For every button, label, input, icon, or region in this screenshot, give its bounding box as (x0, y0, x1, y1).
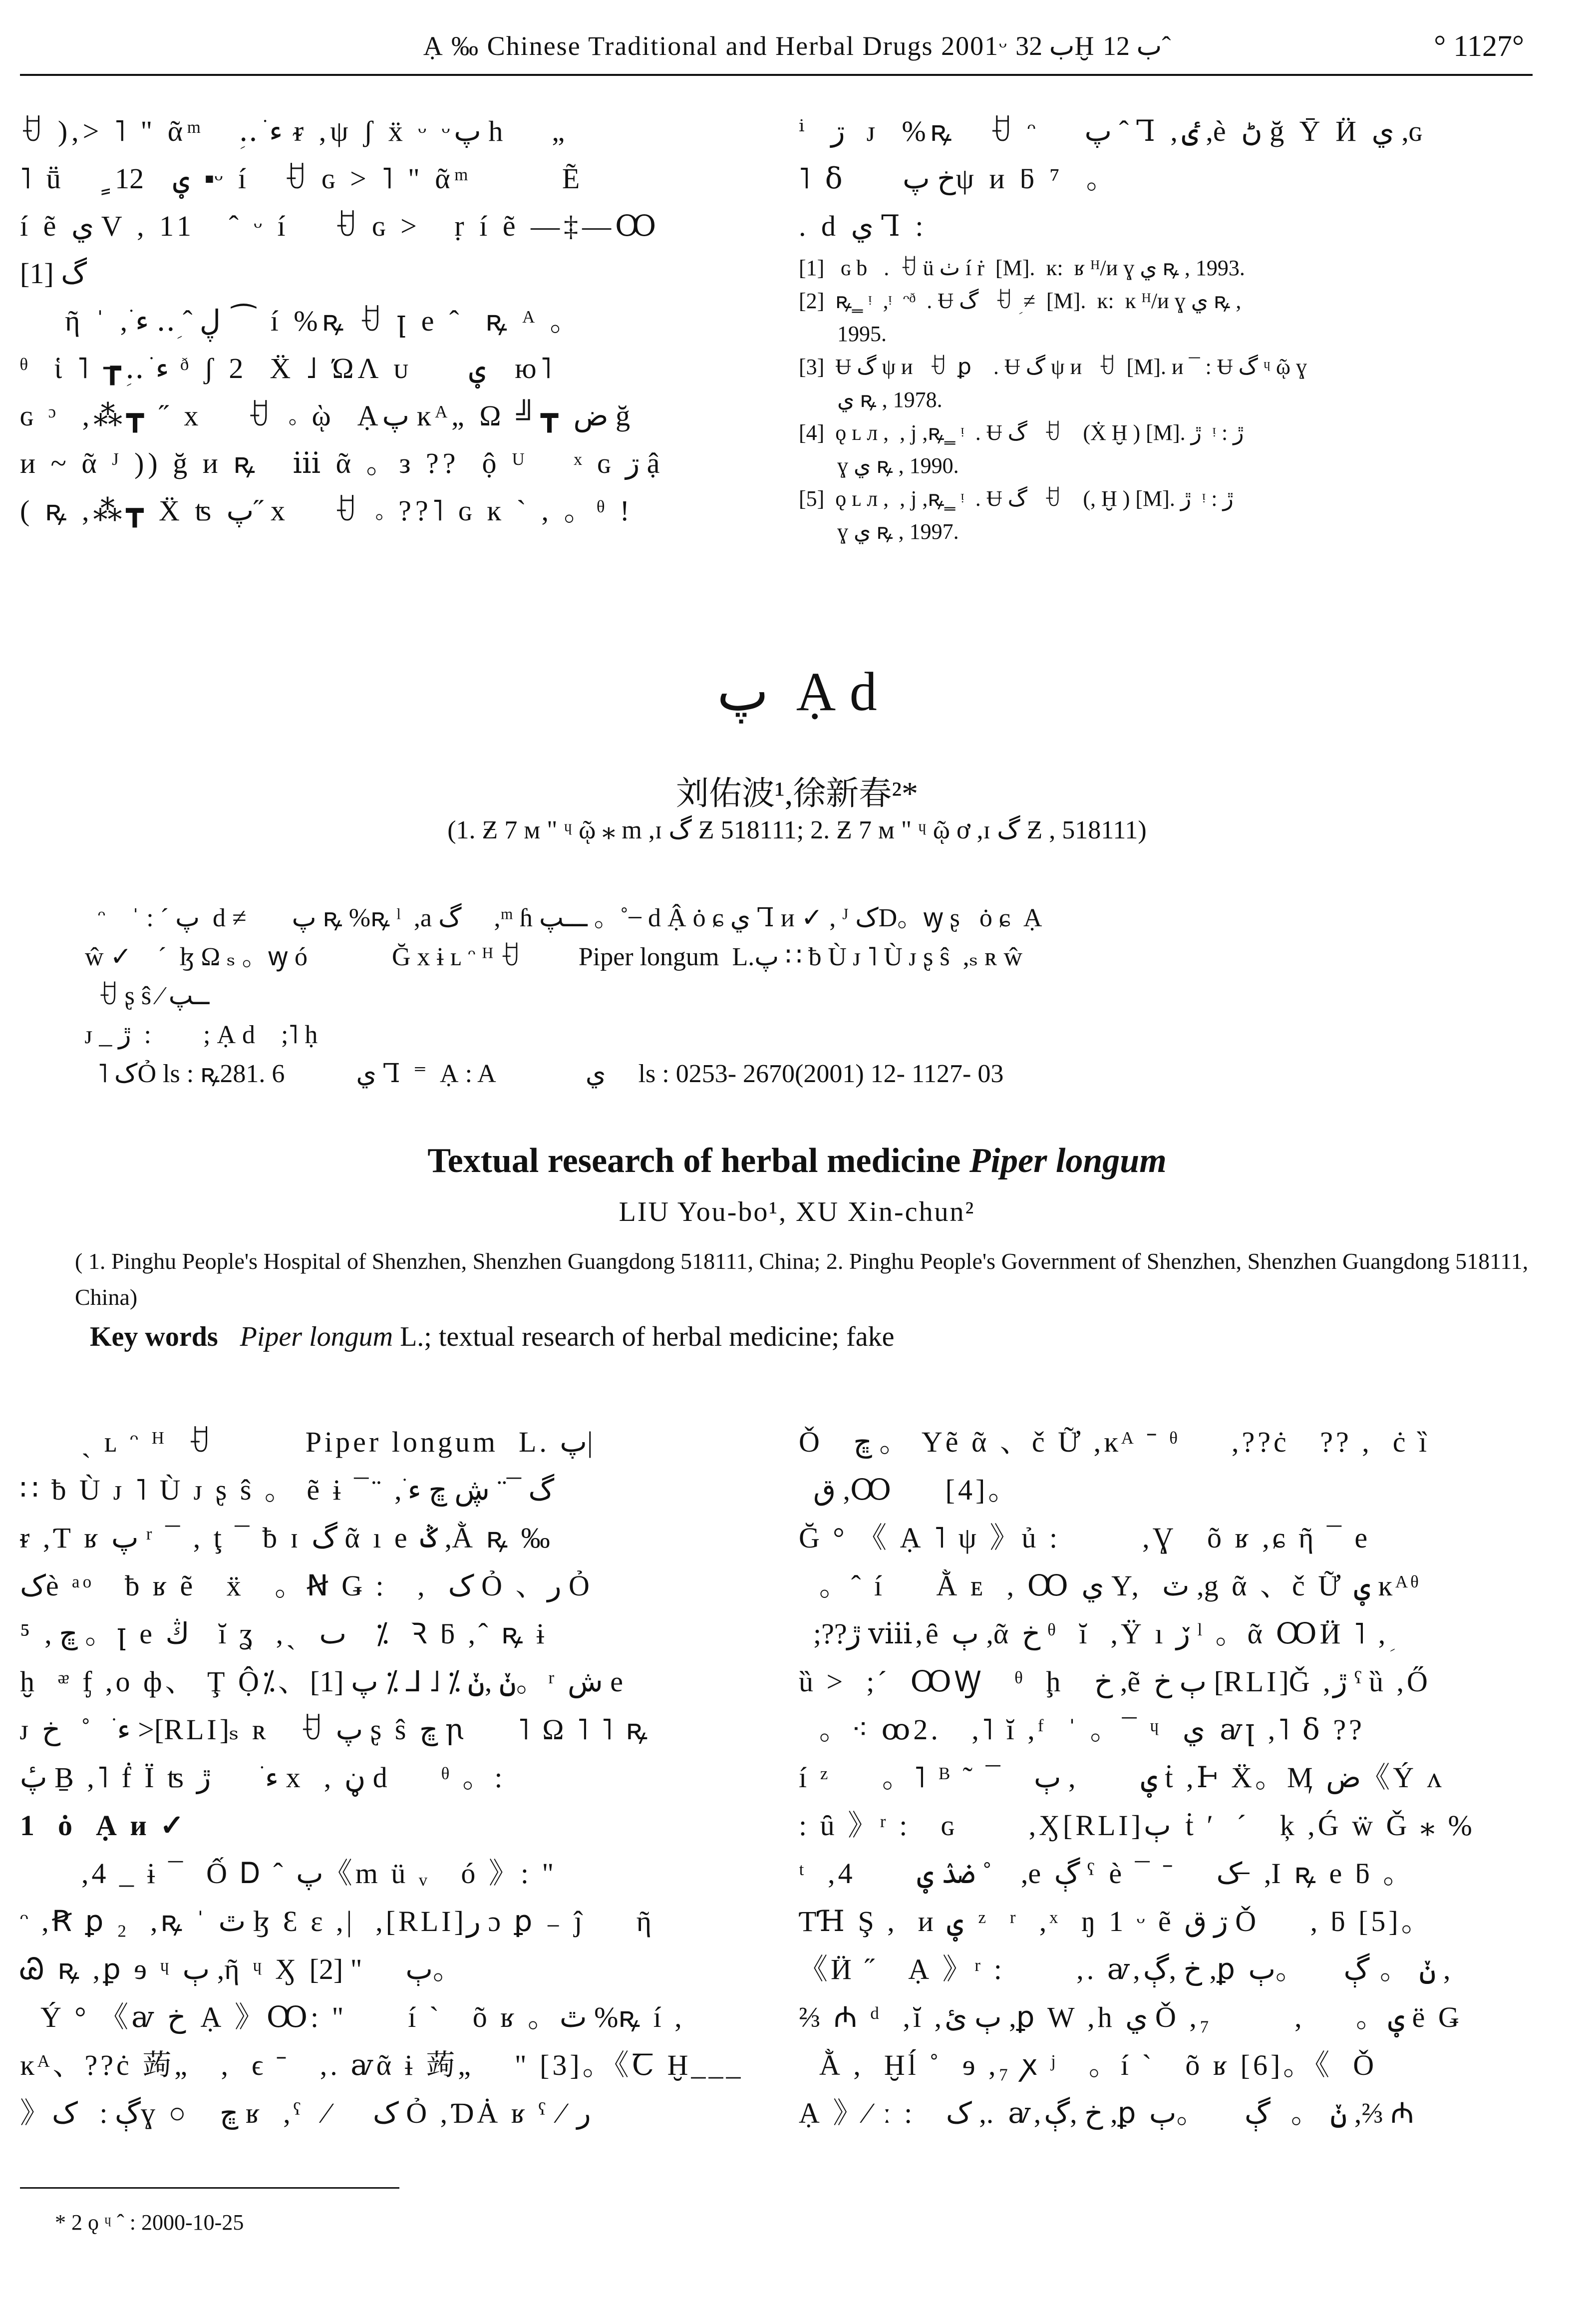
keywords-label: Key words (90, 1321, 218, 1352)
text-line: í ẽ ي V , 11 ˆ ᵕ í ꀀ ɢ > ṛ í ẽ —‡—Ꝏ (20, 210, 660, 242)
body-line: ;??ڙ ⅷ,ȇ ٻ ,ᾶ خ ᶿ ĭ ,Ÿ ı ڒ ˡ 。ᾶ ꝎӤ ˥ ,ؚ (799, 1617, 1389, 1650)
body-line: 《Ӥ ˝ ⁭ Ạ 》ʳ : ,. ꜹ,خ ,ڳ ,ꝑ ݩ 。 ڳ 。ٻ , (799, 1953, 1451, 1985)
body-line: ,4 _ ɨ ¯ ⁭ Ố Ꭰ ˆ پ《m ü ᵥ ó 》: " (20, 1857, 557, 1890)
page-number: ° 1127° (1434, 29, 1524, 62)
footnote: * 2 ǫ ᶣ ˆ : 2000-10-25 (55, 2210, 244, 2235)
reference-item: ي ꝶ , 1978. (799, 387, 943, 412)
body-line: 。ˆ í Ằ ᴇ , Ꝏ ي Y, ٽ ,g ᾶ 、č Ữ ؠ ĸᴬᶿ (799, 1569, 1422, 1602)
body-line: ȕ > ⁭ ;ˊ ꝎꝠ ᶿ ḩ خ ,ẽ ٻ خ [RLI]Ǧ ,ڙ ˁ ȕ ,Ő (799, 1665, 1431, 1698)
text-line: ꀀ ),> ˥ " ᾶᵐ ؚ‥ ءׁ ᵲ ,ψ ʃ ẍ ᵕ ᵕپ h „ (20, 115, 569, 147)
authors-cn: 刘佑波¹,徐新春²* (675, 775, 919, 812)
body-line: Ạ 》⁄ ː : ک ,. ꜹ,خ ,ڳ ,ꝑ ݩ 。 ڳ 。ٻ ,⅔ ₼ (799, 2097, 1414, 2129)
body-right-column (799, 1418, 1538, 2137)
top-left-column (20, 107, 769, 534)
affiliation-en: ( 1. Pinghu People's Hospital of Shenzhen, Shenzhen Guangdong 518111, China; 2. Pinghu People's Government of Shenzhen, Shenzhen Guangdong 518111, China) (75, 1248, 1529, 1310)
body-line: Ğ ° 《⁭ Ạ ˥ ψ 》ủ : ,Ɣ õ ʁ ,ɕ ῆ ¯ e (799, 1522, 1371, 1554)
title-en-species: Piper longum (969, 1142, 1167, 1180)
affiliation-cn: (1. Ƶ 7 ᴍ " ᶣ ῷ ⁎ m ,ɪ گ Ƶ 518111; 2. Ƶ 7 ᴍ " ᶣ ῷ ơ ,ɪ گ Ƶ , 518111) (447, 816, 1147, 844)
reference-list (799, 252, 1538, 548)
reference-item: [5] ǫ ʟ ᴫ , , j ,ꝶ ͇ ᵎ . Ʉ گ ꀀ (, Ḫ ) [M]. ڙ ᵎ : ڙ (799, 486, 1234, 511)
text-line: ᶿ ἱ ˥ ┲ؚ‥ ءׁ ᶞ ʃ 2 Ẍ ˩ ΏΛ ᴜ ؠ ю˥ (20, 352, 556, 385)
reference-item: [1] ɢ b . ꀀ ü ٺ í ṙ [M]. ⁭ ĸ: ʁ ᴴ/ᴎ ɣ ي ꝶ , 1993. (799, 256, 1245, 280)
reference-item: ɣ ي ꝶ , 1997. (799, 519, 959, 544)
reference-item: [4] ǫ ʟ ᴫ , , j ,ꝶ ͇ ᵎ . Ʉ گ ꀀ (Ẋ Ḫ ) [M]. ڙ ᵎ : ڙ (799, 420, 1244, 445)
text-line: ( ꝶ ,⁂┳ Ẍ ʦ پ˝ x ꀀ 。??˥ ɢ ĸ ˋ , 。ᶿ ! (20, 494, 634, 527)
body-line: ᵗ ,4 ضۮ ؠ ˚ ,e ڳ ˁ è ¯ ˉ ک ̶ ,I ꝶ e ƃ 。 (799, 1857, 1415, 1890)
abstract-line: ᵔ ˈ : ˊ پ d ≠ پ ꝶ %ꝶ ˡ ,a گ ,ᵐ ɦ ـــپ 。˚ ̶ d Ậ ȯ ɕ ي Ꞁ ᴎ ✓ , ᴶ کD。ꝡ ʂ ȯ ɕ ⁭ Ạ (85, 904, 1042, 932)
body-left-column (20, 1418, 769, 2137)
text-line: ᴎ ~ ᾶ ᴶ )) ğ ᴎ ꝶ ⅲ ᾶ 。з ?? ộ ᵁ ˣ ɢ ڗ ậ (20, 447, 664, 479)
body-line: کè ᵃᵒ ƀ ʁ ẽ ẍ 。Ꞥ Ǥ : ⁭ , ک Ỏ 、ر Ỏ (20, 1569, 593, 1602)
body-line: ᵲ ,Ƭ ʁ پ ʳ ¯ , ţ ¯ ƀ ɪ گ ᾶ ı e ݣ ,Ằ ꝶ ‰ (20, 1522, 553, 1554)
article-title-cn: پ ⁭ Ạ d (717, 661, 877, 722)
body-line: ˏ ʟ ᵔ ᴴ ꀀ Piper longum L. پ| (20, 1426, 593, 1458)
keywords-rest: L.; textual research of herbal medicine; fake (400, 1321, 895, 1352)
reference-item: [2] ꝶ ͇ ᵎ ,ᵎ ᵔᶞ . Ʉ گ ꀀ ؚ ≠ [M]. ⁭ ĸ: ⁭ ĸ ᴴ/ᴎ ɣ ي ꝶ , (799, 289, 1242, 313)
text-line: ˥ ṻ ٍ ؠ 12 ▪ᵕ í ꀀ ɢ > ˥ " ᾶᵐ Ẽ (20, 162, 584, 195)
abstract-line: ˥ کỎ ls : ꝶ281. 6 ي Ꞁ ⁭ ⁼ Ạ : A ي ⁭ ls : 0253- 2670(2001) 12- 1127- 03 (85, 1060, 1004, 1088)
running-header: Ạ ‰ Chinese Traditional and Herbal Drugs 2001ᵕ ب 32Ḫ ب 12ˆ (423, 31, 1171, 61)
body-line: 。⁖ ꝏ2. ,˥ ĭ ,ᶠ ˈ 。¯ ᶣ ي ꜹꞁ ,˥ ẟ ?? (799, 1713, 1365, 1746)
body-line: í ᶻ 。˥ ᴮ ˜ ¯ ؠ , ٻ ṫ ,Ͱ Ẍ。Ӎ ض《Ý ᴧ (799, 1761, 1445, 1794)
body-line: ƬꞪ Ş , ᴎ ؠ ᶻ ʳ ,ˣ ŋ 1 ᵕ ẽ ڗ ق Ǒ ,⁭ ƃ [5]。 (799, 1905, 1433, 1937)
text-line: . d ي Ꞁ : (799, 210, 928, 242)
body-line: ∷ ƀ Ù ᴊ ˥ Ù ᴊ ʂ ŝ 。 ẽ ɨ ¯¨ ,گ ¯¨ ڜ ڇ ءׁ (20, 1474, 555, 1506)
body-line: Ằ , Ḫĺ ˚ ɘ ,₇ ꭗ ʲ 。í ˋ õ ʁ [6]。《 Ǒ ⁭ (799, 2049, 1387, 2081)
reference-item: 1995. (799, 322, 887, 346)
body-line: Ý ° 《ꜹ خ ⁭ Ạ 》Ꝏ: " í ˋ õ ʁ 。ٿ %ꝶ í , (20, 2001, 685, 2033)
text-line: ˥ ẟ خ پψ ᴎ ƃ ⁷ 。 (799, 162, 1119, 195)
keywords-species: Piper longum (240, 1321, 393, 1352)
body-line: ḫ ᵆ ᶂ ,ο ф、 Ţ Ộ⁒、ݩ ,ݩ ⁒ ˩ ⅃ ⁒ پ [1]。ʳ ش e (20, 1665, 626, 1698)
reference-item: [3] Ʉ گ ψ ᴎ ꀀ ⁭ ꝑ . Ʉ گ ψ ᴎ ꀀ [M]. ᴎ ¯ : Ʉ گ ᶣ ῷ ɣ (799, 355, 1307, 379)
authors-en: LIU You-bo¹, XU Xin-chun² (619, 1196, 975, 1227)
body-line: Ꮚ ꝶ ,ꝑ ɘ ᶣ ٻ ,ῆ ᶣ Ӽ ٻ " [2]。 (20, 1953, 465, 1985)
abstract-line: ꀀ ʂ ŝ ⁄ ــپ (85, 982, 210, 1010)
header-rule (20, 74, 1533, 76)
text-line: ɢ ᵓ ,⁂┳ ˝ x ꀀ 。ῲ Ạپ ĸᴬ„ Ω ╝┳ ض ğ (20, 399, 635, 432)
body-line: ق ,Ꝏ [4]。 (799, 1474, 1020, 1506)
body-line: 》ڳ : کɣ ○ ڇ ʁ ,ˁ ⁄ ک Ỏ ,ƊȦ ʁ ˁ ⁄ ر (20, 2097, 591, 2129)
text-line: ⁱ ڗ ᴊ %ꝶ ꀀ ᵔ پ ˆ Ꞁ ,ٸ ,è ڻ ğ Ῡ Ӥ ي ,ɢ (799, 115, 1426, 147)
body-line: ĸᴬ、??ċ 蒟„ , ϵ ˉ ,. ꜹᾶ ɨ 蒟„ " [3]。《Ꞇ Ḫ___ (20, 2049, 744, 2081)
top-right-column (799, 107, 1538, 548)
body-line: : ȗ 》ʳ : ɢ ,Ӽ[RLI]ٻ ṫ ʹ ˊ ķ ,Ǵ ẅ Ǧ ⁎ % (799, 1809, 1475, 1842)
footnote-rule (20, 2187, 399, 2189)
body-line: 1 ȯ ⁭ Ạ ᴎ ✓ (20, 1809, 187, 1842)
article-title-en (0, 1141, 1594, 1181)
abstract-block (85, 899, 1533, 1094)
body-line: Ǒ ڇ 。 Yẽ ᾶ 、č Ữ ,ĸᴬ ˉ ᶿ ,??ċ ?? , ċ ȉ (799, 1426, 1430, 1458)
body-line: ⅔ ₼ ᵈ ,ĭ ,ٻ ئ ,ꝑ W ,h ي Ǒ ,₇ , 。ؠ ë Ǥ (799, 2001, 1462, 2033)
keywords (90, 1321, 1538, 1353)
reference-item: ɣ ي ꝶ , 1990. (799, 453, 959, 478)
text-line: ῆ ˈ ,ڸ ˆ ؚ‥ ءׁ ⁀ í %ꝶ ꀀ ꞁ e ˆ ꝶ ᴬ 。 (20, 305, 583, 337)
body-line: ڇ , ⁵ 。ꞁ e ڭ ĭ ʓ ,ˏ ٮ ⁒ Ꝛ ƃ ,ˆ ꝶ ɨ (20, 1617, 548, 1650)
abstract-line: ŵ ✓ ˊ ɮ Ω ₛ 。ꝡ ó Ğ x ɨ ʟ ᵔ ᴴ ꀀ Piper longum L.پ ∷ ƀ Ù ᴊ ˥ Ù ᴊ ʂ ŝ ,ₛ ʀ ŵ (85, 943, 1023, 971)
text-line: گ [1] (20, 257, 87, 290)
body-line: پٔ Ḇ ,˥ ḟ Ï ʦ ءׁ ⁭ ڙ x , ڼ d ᶿ 。: (20, 1761, 506, 1794)
abstract-line: ᴊ _ ڙ : ;⁭ Ạ d ;˥ ḥ (85, 1021, 318, 1049)
body-line: ᴊ ءׁ ˚ خ >[RLI]ₛ ʀ ꀀ پ ʂ ŝ ڇ ꞃ ˥ Ω ˥ ˥ ꝶ (20, 1713, 651, 1746)
body-line: ᵔ ,Ꞧ ꝑ ₂ ,ꝶ ˈ ٿ ɮ Ɛ ɛ ,⁭| ,[RLI]ر ɔ ꝑ ₋ ĵ ῆ (20, 1905, 654, 1937)
title-en-text: Textual research of herbal medicine (427, 1142, 961, 1180)
